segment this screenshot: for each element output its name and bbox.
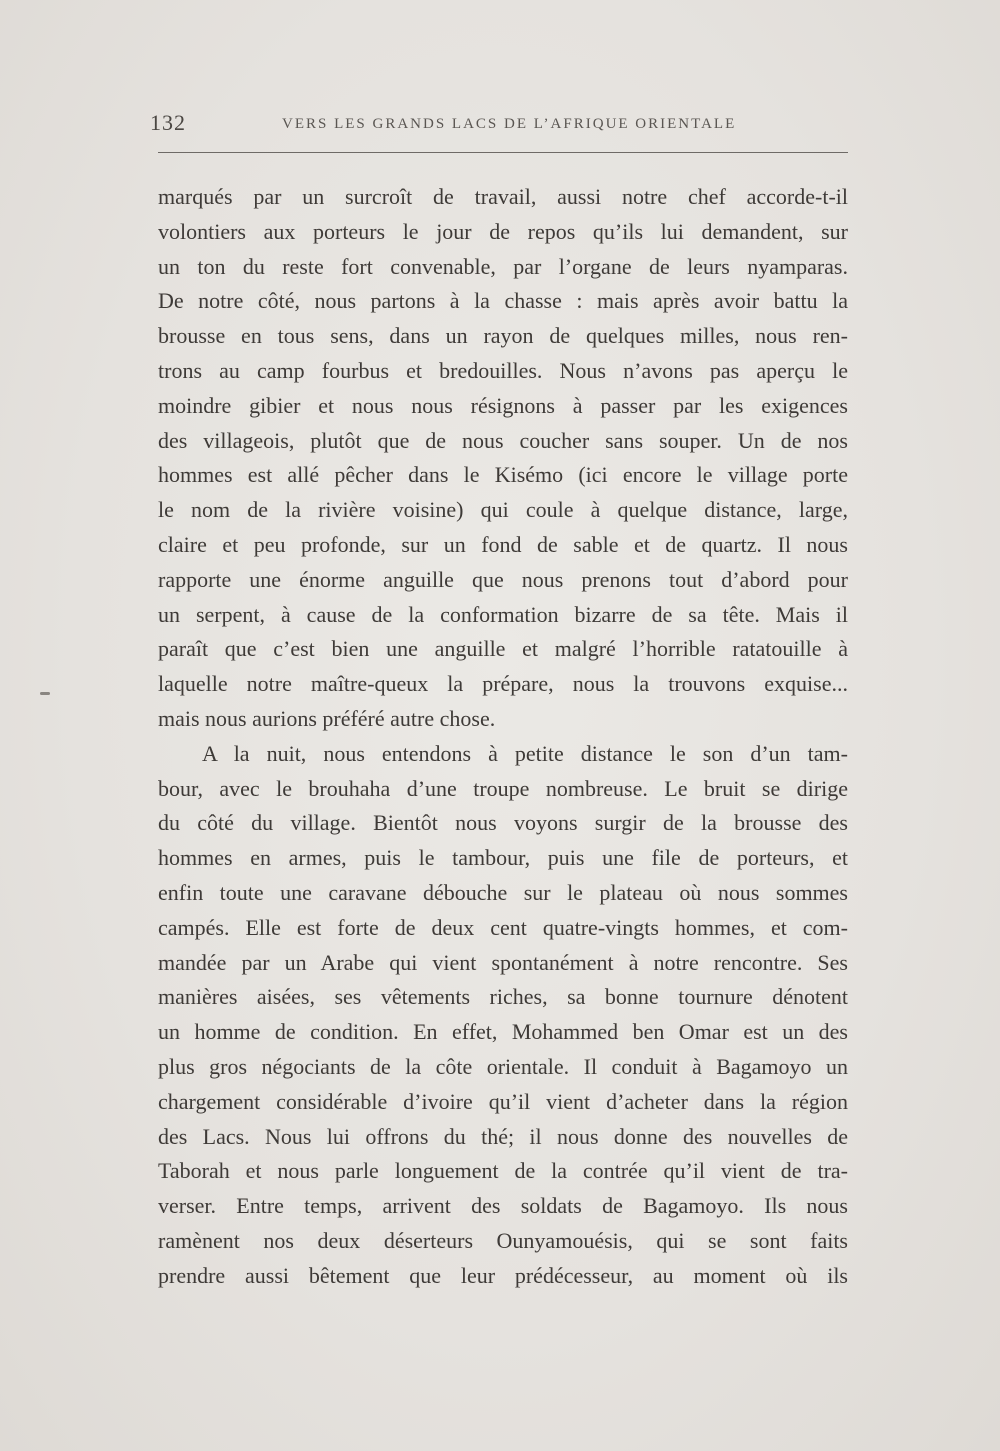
text-line: verser. Entre temps, arrivent des soldats de Bagamoyo. Ils nous xyxy=(158,1193,848,1219)
text-line: moindre gibier et nous nous résignons à passer par les exigences xyxy=(158,392,848,418)
text-line: prendre aussi bêtement que leur prédécesseur, au moment où ils xyxy=(158,1262,848,1288)
text-line: un serpent, à cause de la conformation bizarre de sa tête. Mais il xyxy=(158,601,848,627)
body-text xyxy=(158,180,848,1294)
text-line: mandée par un Arabe qui vient spontanément à notre rencontre. Ses xyxy=(158,949,848,975)
text-line: mais nous aurions préféré autre chose. xyxy=(158,705,496,731)
text-line: campés. Elle est forte de deux cent quatre-vingts hommes, et com- xyxy=(158,914,848,940)
text-line: le nom de la rivière voisine) qui coule à quelque distance, large, xyxy=(158,497,848,523)
running-title: VERS LES GRANDS LACS DE L’AFRIQUE ORIENTALE xyxy=(282,116,737,132)
text-line: manières aisées, ses vêtements riches, sa bonne tournure dénotent xyxy=(158,984,848,1010)
text-line: hommes en armes, puis le tambour, puis une file de porteurs, et xyxy=(158,845,848,871)
text-line: enfin toute une caravane débouche sur le plateau où nous sommes xyxy=(158,879,848,905)
text-line: du côté du village. Bientôt nous voyons surgir de la brousse des xyxy=(158,810,848,836)
text-line: volontiers aux porteurs le jour de repos qu’ils lui demandent, sur xyxy=(158,218,848,244)
text-line: brousse en tous sens, dans un rayon de quelques milles, nous ren- xyxy=(158,323,848,349)
text-line: un homme de condition. En effet, Mohammed ben Omar est un des xyxy=(158,1019,848,1045)
page-header xyxy=(150,110,850,140)
text-line: un ton du reste fort convenable, par l’organe de leurs nyamparas. xyxy=(158,253,848,279)
text-line: rapporte une énorme anguille que nous prenons tout d’abord pour xyxy=(158,566,848,592)
text-line: bour, avec le brouhaha d’une troupe nombreuse. Le bruit se dirige xyxy=(158,775,848,801)
text-line: trons au camp fourbus et bredouilles. Nous n’avons pas aperçu le xyxy=(158,357,848,383)
margin-mark xyxy=(40,692,50,695)
text-line: paraît que c’est bien une anguille et malgré l’horrible ratatouille à xyxy=(158,636,848,662)
header-rule xyxy=(158,152,848,153)
text-line: chargement considérable d’ivoire qu’il vient d’acheter dans la région xyxy=(158,1088,848,1114)
page-number: 132 xyxy=(150,110,186,135)
text-line: laquelle notre maître-queux la prépare, nous la trouvons exquise... xyxy=(158,671,848,697)
paragraph-1 xyxy=(158,180,848,737)
text-line: des villageois, plutôt que de nous coucher sans souper. Un de nos xyxy=(158,427,848,453)
text-line: des Lacs. Nous lui offrons du thé; il nous donne des nouvelles de xyxy=(158,1123,848,1149)
text-line: claire et peu profonde, sur un fond de sable et de quartz. Il nous xyxy=(158,531,848,557)
text-line: Taborah et nous parle longuement de la contrée qu’il vient de tra- xyxy=(158,1158,848,1184)
text-line: marqués par un surcroît de travail, aussi notre chef accorde-t-il xyxy=(158,184,848,209)
text-line: A la nuit, nous entendons à petite distance le son d’un tam- xyxy=(202,740,848,766)
text-line: De notre côté, nous partons à la chasse : mais après avoir battu la xyxy=(158,288,848,314)
text-line: plus gros négociants de la côte orientale. Il conduit à Bagamoyo un xyxy=(158,1053,848,1079)
text-line: ramènent nos deux déserteurs Ounyamouésis, qui se sont faits xyxy=(158,1227,848,1253)
paragraph-2 xyxy=(158,737,848,1294)
text-line: hommes est allé pêcher dans le Kisémo (ici encore le village porte xyxy=(158,462,848,488)
